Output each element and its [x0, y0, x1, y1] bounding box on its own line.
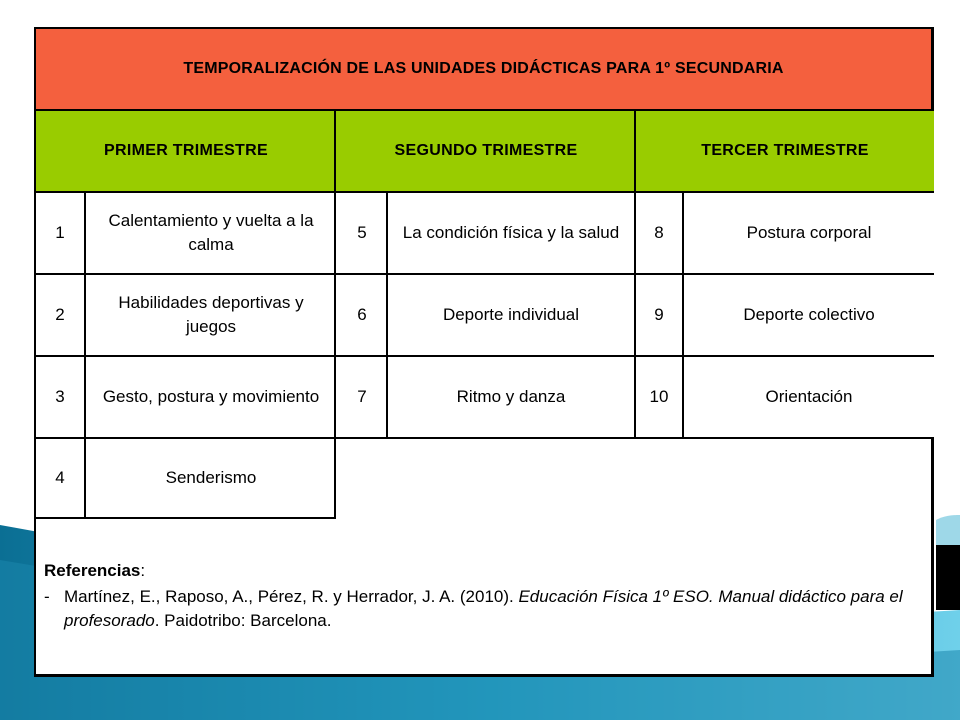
unit-number: 5 [338, 193, 386, 273]
unit-number: 4 [36, 439, 84, 517]
unit-name: Ritmo y danza [388, 357, 634, 437]
unit-number: 9 [636, 275, 682, 355]
term-header-1: PRIMER TRIMESTRE [36, 111, 336, 193]
grid-line [682, 193, 684, 437]
reference-authors: Martínez, E., Raposo, A., Pérez, R. y Herrador, J. A. (2010). [64, 587, 519, 606]
unit-name: Gesto, postura y movimiento [86, 357, 336, 437]
reference-entry [44, 585, 914, 633]
references [44, 559, 914, 633]
grid-line [334, 111, 336, 193]
unit-number: 2 [36, 275, 84, 355]
unit-number: 7 [338, 357, 386, 437]
unit-name: Habilidades deportivas y juegos [86, 275, 336, 355]
unit-name: Postura corporal [684, 193, 934, 273]
unit-name: La condición física y la salud [388, 193, 634, 273]
grid-line [386, 193, 388, 437]
unit-name: Senderismo [86, 439, 336, 517]
grid-line [36, 437, 934, 439]
unit-number: 6 [338, 275, 386, 355]
references-colon: : [140, 561, 146, 580]
references-label: Referencias [44, 561, 141, 580]
grid-line [36, 517, 336, 519]
unit-number: 8 [636, 193, 682, 273]
unit-name: Calentamiento y vuelta a la calma [86, 193, 336, 273]
schedule-table [34, 27, 934, 677]
unit-number: 10 [636, 357, 682, 437]
term-header-3: TERCER TRIMESTRE [636, 111, 934, 193]
unit-name: Orientación [684, 357, 934, 437]
grid-line [36, 355, 934, 357]
reference-publisher: . Paidotribo: Barcelona. [154, 611, 332, 630]
list-dash: - [44, 587, 50, 606]
unit-number: 1 [36, 193, 84, 273]
term-header-2: SEGUNDO TRIMESTRE [336, 111, 636, 193]
grid-line [634, 111, 636, 193]
unit-name: Deporte colectivo [684, 275, 934, 355]
table-title: TEMPORALIZACIÓN DE LAS UNIDADES DIDÁCTICAS PARA 1º SECUNDARIA [36, 29, 931, 111]
reference-book-title: Educación Física 1º ESO. Manual didáctico para el profesorado [64, 587, 903, 630]
unit-name: Deporte individual [388, 275, 634, 355]
grid-line [634, 193, 636, 437]
grid-line [36, 273, 934, 275]
unit-number: 3 [36, 357, 84, 437]
